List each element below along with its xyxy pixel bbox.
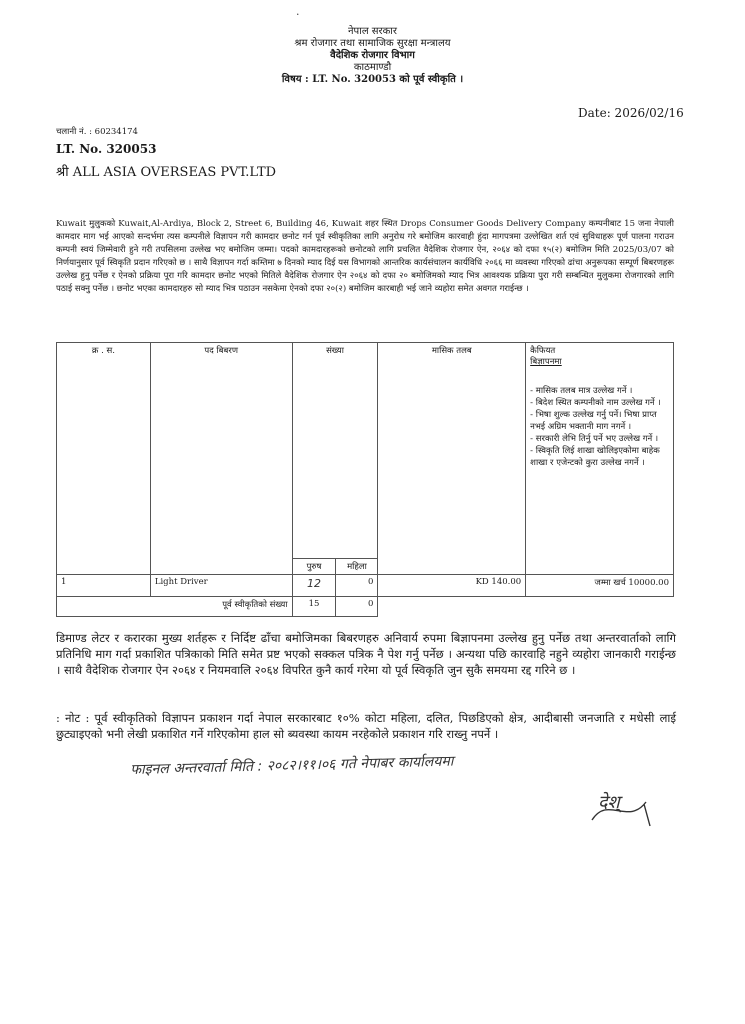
remarks-list (530, 385, 669, 469)
table-row (57, 575, 674, 597)
header-female: महिला (336, 559, 378, 575)
remarks-item: - भिषा शुल्क उल्लेख गर्नु पर्ने। भिषा प्राप्त नभई अग्रिम भक्तानी माग नगर्ने । (530, 410, 657, 432)
remarks-title: बिज्ञापनमा (530, 357, 562, 367)
cell-sn: 1 (57, 575, 151, 597)
remarks-cell (526, 343, 674, 575)
dispatch-number: चलानी नं. : 60234174 (56, 127, 138, 137)
remarks-item: - बिदेश स्थित कम्पनीको नाम उल्लेख गर्ने । (530, 398, 661, 408)
cell-total-cost: जम्मा खर्च 10000.00 (526, 575, 674, 597)
header-sn: क्र . स. (57, 343, 151, 575)
header-subject: विषय : LT. No. 320053 को पूर्व स्वीकृति । (281, 74, 464, 85)
remarks-item: - सरकारी लेभि तिर्नु पर्ने भए उल्लेख गर्ने । (530, 434, 659, 444)
header-city: काठमाण्डौ (353, 62, 392, 73)
total-male: 15 (292, 597, 336, 617)
header-ministry: श्रम रोजगार तथा सामाजिक सुरक्षा मन्त्रालय (294, 38, 451, 49)
cell-female: 0 (336, 575, 378, 597)
total-row (57, 597, 674, 617)
letterhead (200, 26, 545, 86)
remarks-item: - स्विकृति लिई शाखा खोलिइएकोमा बाहेक शाखा र एजेन्टको कुरा उल्लेख नगर्ने । (530, 446, 660, 468)
cell-salary: KD 140.00 (378, 575, 526, 597)
header-department: वैदेशिक रोजगार विभाग (330, 50, 415, 61)
cell-male: 12 (292, 575, 336, 597)
cell-position: Light Driver (150, 575, 292, 597)
handwritten-interview-note: फाइनल अन्तरवार्ता मिति : २०८२।११।०६ गते नेपाबर कार्यालयमा (130, 753, 454, 778)
scan-mark: · (296, 8, 300, 21)
handwritten-signature: देश् (598, 792, 620, 813)
total-female: 0 (336, 597, 378, 617)
footer-note: : नोट : पूर्व स्वीकृतिको विज्ञापन प्रकाशन गर्दा नेपाल सरकारबाट १०% कोटा महिला, दलित, पिछडिएको क्षेत्र, आदीबासी जनजाति र मधेसी लाई छुट्याइएको भनी लेखी प्रकाशित गर्ने गरिएकोमा हाल सो ब्यवस्था कायम नरहेकोले प्रकाशन गरि राख्नु नपर्ने । (56, 711, 676, 741)
header-male: पुरुष (292, 559, 336, 575)
header-salary: मासिक तलब (378, 343, 526, 575)
total-label: पूर्व स्वीकृतिको संख्या (57, 597, 293, 617)
recipient-company: श्री ALL ASIA OVERSEAS PVT.LTD (56, 165, 277, 180)
header-government: नेपाल सरकार (348, 26, 397, 37)
remarks-item: - मासिक तलब मात्र उल्लेख गर्ने । (530, 386, 633, 396)
lt-number: LT. No. 320053 (56, 142, 157, 156)
signature-stroke (588, 790, 658, 830)
header-remarks: कैफियत (530, 346, 556, 356)
approval-table (56, 342, 674, 617)
footer-instructions: डिमाण्ड लेटर र करारका मुख्य शर्तहरू र निर्दिष्ट ढाँचा बमोजिमका बिबरणहरु अनिवार्य रुपमा बिज्ञापनमा उल्लेख हुनु पर्नेछ तथा अन्तरवार्ताको लागि प्रतिनिधि माग गर्दा प्रकाशित पत्रिकाको मिति समेत प्रष्ट भएको सक्कल पत्रिक नै पेश गर्नु पर्नेछ । अन्यथा पछि कारवाहि नहुने व्यहोरा जानकारी गराईन्छ । साथै वैदेशिक रोजगार ऐन २०६४ र नियमवालि २०६४ विपरित कुनै कार्य गरेमा यो पूर्व स्विकृति जुन सुकै समयमा रद्द गरिने छ । (56, 631, 676, 677)
header-position: पद बिबरण (150, 343, 292, 575)
letter-date: Date: 2026/02/16 (578, 106, 684, 120)
approval-paragraph: Kuwait मुलुकको Kuwait,Al-Ardiya, Block 2, Street 6, Building 46, Kuwait शहर स्थित Drops Consumer Goods Delivery Company कम्पनीबाट 15 जना नेपाली कामदार माग भई आएको सन्दर्भमा त्यस कम्पनीले विज्ञापन गरी कामदार छनोट गर्न पूर्व स्वीकृतिका लागि अनुरोध गरे बमोजिम कारवाही हुंदा मागपत्रमा उल्लेखित शर्त एवं सुविधाहरू पूर्ण पालना गराउन कम्पनी स्वयं जिम्मेवारी हुने गरी तपसिलमा उल्लेख भए बमोजिम जम्मा। पदको कामदारहरूको छनोटको लागि प्रचलित वैदेशिक रोजगार ऐन, २०६४ को दफा १५(२) बमोजिम मिति 2025/03/07 को निर्णयानुसार पूर्व स्विकृति प्रदान गरिएको छ । साथै विज्ञापन गर्दा कम्तिमा ७ दिनको म्याद दिई यस विभागको आन्तरिक कार्यसंचालन कार्यविधि २०६६ मा व्यवस्था गरिएको ढांचा अनुरूपका सम्पूर्ण बिबरणहरू उल्लेख हुनु पर्नेछ र ऐनको प्रक्रिया पूरा गरि कामदार छनोट भएको मितिले वैदेशिक रोजगार ऐन २०६४ को दफा २० बमोजिमको म्याद भित्र आवश्यक प्रक्रिया पुरा गरी सम्बन्धित मुलुकमा रोजगारको लागि पठाई सक्नु पर्नेछ । छनोट भएका कामदारहरु सो म्याद भित्र पठाउन नसकेमा ऐनको दफा २०(२) बमोजिम कारबाही भई जाने व्यहोरा समेत अवगत गराईन्छ । (56, 219, 674, 294)
header-count: संख्या (292, 343, 378, 559)
